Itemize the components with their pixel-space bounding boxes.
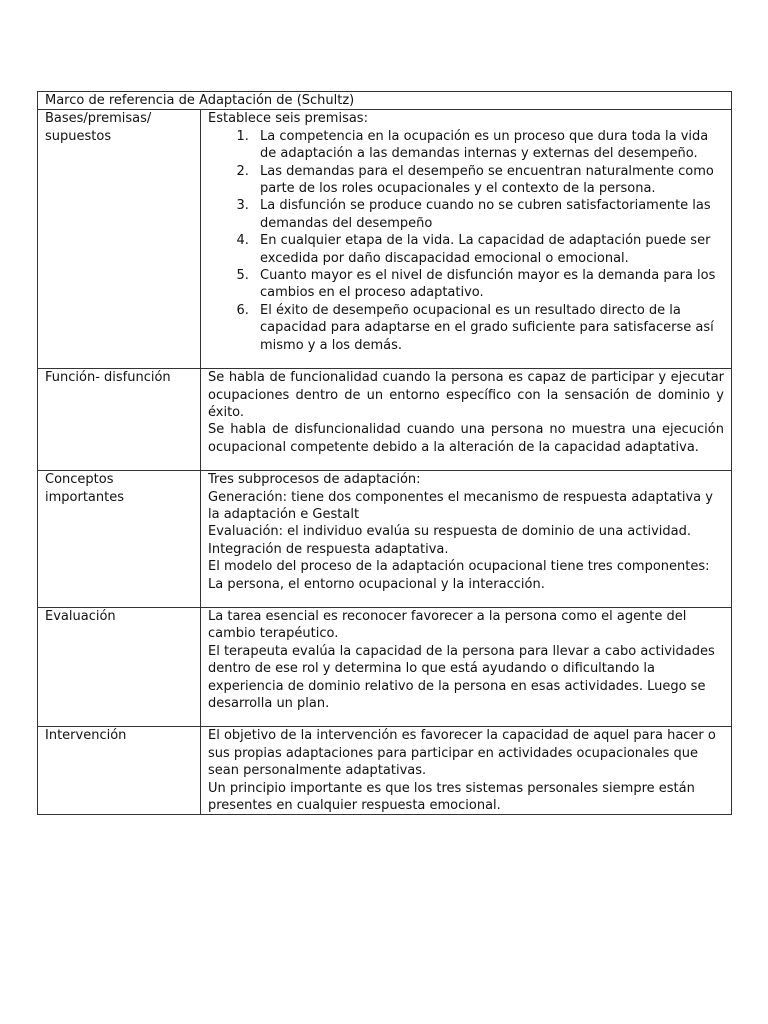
paragraph: Evaluación: el individuo evalúa su respuesta de dominio de una actividad.: [208, 524, 692, 540]
paragraph: La tarea esencial es reconocer favorecer a la persona como el agente del cambio terapéutico.: [208, 608, 687, 642]
row-label-intervencion: Intervención: [38, 727, 201, 815]
paragraph: Un principio importante es que los tres sistemas personales siempre están presentes en cualquier respuesta emocional.: [208, 780, 695, 814]
list-item: 2. Las demandas para el desempeño se encuentran naturalmente como parte de los roles ocupacionales y el contexto de la persona.: [253, 163, 724, 198]
paragraph: Integración de respuesta adaptativa.: [208, 541, 449, 557]
list-item: 6. El éxito de desempeño ocupacional es un resultado directo de la capacidad para adaptarse en el grado suficiente para satisfacerse así mismo y a los demás.: [253, 302, 724, 354]
table-title-row: [38, 92, 732, 110]
row-content-bases: [201, 110, 732, 369]
row-label-evaluacion: Evaluación: [38, 607, 201, 726]
row-content-evaluacion: [201, 607, 732, 726]
paragraph: Se habla de funcionalidad cuando la persona es capaz de participar y ejecutar ocupaciones dentro de un entorno específico con la sensación de dominio y éxito.: [208, 370, 724, 420]
paragraph: El objetivo de la intervención es favorecer la capacidad de aquel para hacer o sus propias adaptaciones para participar en actividades ocupacionales que sean personalmente adaptativas.: [208, 728, 716, 779]
row-label-conceptos: Conceptos importantes: [38, 471, 201, 608]
adaptation-framework-table: [37, 91, 732, 815]
list-item: 4. En cualquier etapa de la vida. La capacidad de adaptación puede ser excedida por daño discapacidad emocional o emocional.: [253, 232, 724, 267]
list-item: 3. La disfunción se produce cuando no se cubren satisfactoriamente las demandas del desempeño: [253, 197, 724, 232]
row-label-bases: Bases/premisas/ supuestos: [38, 110, 201, 369]
table-row: [38, 471, 732, 608]
table-row: [38, 727, 732, 815]
paragraph: El terapeuta evalúa la capacidad de la persona para llevar a cabo actividades dentro de ese rol y determina lo que está ayudando o dificultando la experiencia de dominio relativo de la persona en esas actividades. Luego se desarrolla un plan.: [208, 643, 715, 711]
premises-list: [208, 128, 724, 354]
paragraph: Generación: tiene dos componentes el mecanismo de respuesta adaptativa y la adaptación e Gestalt: [208, 489, 713, 522]
table-row: [38, 110, 732, 369]
table-row: [38, 607, 732, 726]
paragraph: El modelo del proceso de la adaptación ocupacional tiene tres componentes: La persona, el entorno ocupacional y la interacción.: [208, 559, 710, 592]
row-content-intervencion: [201, 727, 732, 815]
row-content-funcion: [201, 369, 732, 471]
table-row: [38, 369, 732, 471]
list-item: 5. Cuanto mayor es el nivel de disfunción mayor es la demanda para los cambios en el proceso adaptativo.: [253, 267, 724, 302]
paragraph: Se habla de disfuncionalidad cuando una persona no muestra una ejecución ocupacional competente debido a la alteración de la capacidad adaptativa.: [208, 422, 724, 455]
table-title: Marco de referencia de Adaptación de (Schultz): [38, 92, 732, 110]
row-content-conceptos: [201, 471, 732, 608]
list-item: 1. La competencia en la ocupación es un proceso que dura toda la vida de adaptación a las demandas internas y externas del desempeño.: [253, 128, 724, 163]
premises-intro: Establece seis premisas:: [208, 111, 368, 127]
row-label-funcion: Función- disfunción: [38, 369, 201, 471]
paragraph: Tres subprocesos de adaptación:: [208, 472, 421, 488]
